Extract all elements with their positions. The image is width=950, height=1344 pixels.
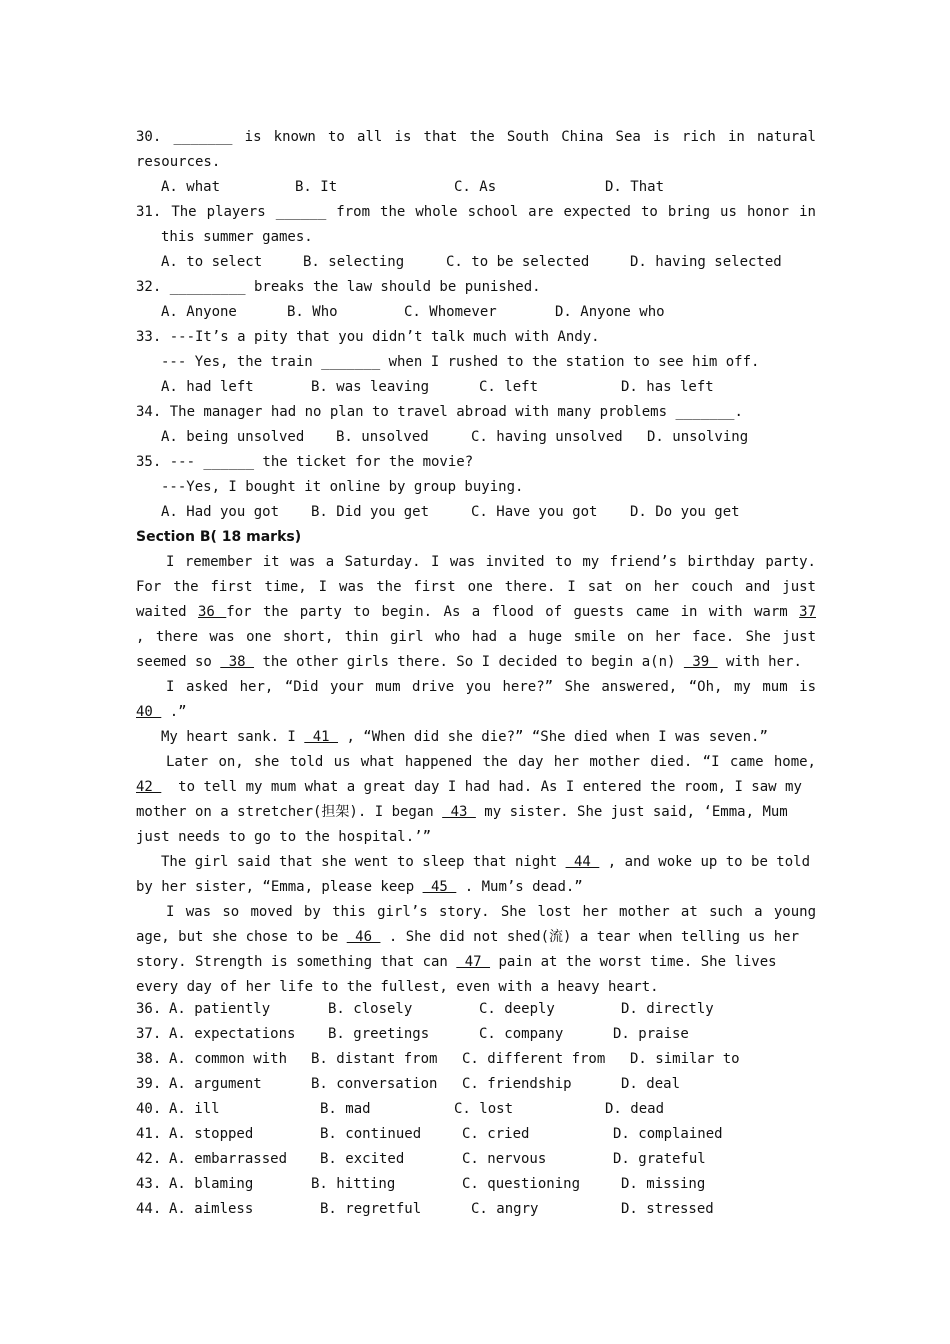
- cloze-option-c: C. different from: [462, 1051, 606, 1067]
- blank-46: 46: [346, 929, 381, 945]
- passage-text: . Mum’s dead.”: [456, 879, 583, 895]
- q31-stem-cont: this summer games.: [161, 229, 313, 245]
- cloze-option-a: A. ill: [169, 1101, 220, 1117]
- cloze-option-b: B. regretful: [320, 1201, 422, 1217]
- cloze-num: 40.: [136, 1101, 162, 1117]
- q33-option-a: A. had left: [161, 379, 254, 395]
- passage-line: just needs to go to the hospital.’”: [136, 829, 432, 845]
- cloze-option-a: A. common with: [169, 1051, 288, 1067]
- q30-stem-cont: resources.: [136, 154, 221, 170]
- cloze-option-c: C. friendship: [462, 1076, 572, 1092]
- passage-text: with her.: [717, 654, 802, 670]
- blank-44: 44: [565, 854, 600, 870]
- passage-text: story. Strength is something that can: [136, 954, 457, 970]
- passage-text: , and woke up to be told: [599, 854, 811, 870]
- cloze-option-d: D. deal: [621, 1076, 681, 1092]
- cloze-option-d: D. stressed: [621, 1201, 714, 1217]
- q32-option-a: A. Anyone: [161, 304, 237, 320]
- passage-line: I remember it was a Saturday. I was invited to my friend’s birthday party.: [166, 554, 816, 570]
- cloze-num: 42.: [136, 1151, 162, 1167]
- q35-option-a: A. Had you got: [161, 504, 280, 520]
- cloze-option-b: B. hitting: [311, 1176, 396, 1192]
- cloze-option-d: D. similar to: [630, 1051, 740, 1067]
- q31-option-d: D. having selected: [630, 254, 782, 270]
- cloze-num: 36.: [136, 1001, 162, 1017]
- cloze-option-d: D. complained: [613, 1126, 723, 1142]
- cloze-option-c: C. nervous: [462, 1151, 547, 1167]
- passage-line: [136, 878, 816, 896]
- cloze-option-d: D. dead: [605, 1101, 665, 1117]
- cloze-option-b: B. continued: [320, 1126, 422, 1142]
- blank-43: 43: [442, 804, 476, 820]
- cloze-option-d: D. directly: [621, 1001, 714, 1017]
- passage-line: [136, 928, 816, 946]
- blank-39: 39: [683, 654, 718, 670]
- q31-option-a: A. to select: [161, 254, 263, 270]
- passage-text: to tell my mum what a great day I had had. As I entered the room, I saw my: [161, 779, 802, 795]
- blank-47: 47: [456, 954, 491, 970]
- q31-stem: 31. The players ______ from the whole school are expected to bring us honor in: [136, 204, 816, 220]
- cloze-num: 37.: [136, 1026, 162, 1042]
- q34-stem: 34. The manager had no plan to travel abroad with many problems _______.: [136, 404, 743, 420]
- q30-option-b: B. It: [295, 179, 338, 195]
- q30-option-c: C. As: [454, 179, 497, 195]
- q30-stem: 30. _______ is known to all is that the South China Sea is rich in natural: [136, 129, 816, 145]
- q33-stem-cont: --- Yes, the train _______ when I rushed to the station to see him off.: [161, 354, 760, 370]
- q33-option-b: B. was leaving: [311, 379, 430, 395]
- cloze-option-b: B. greetings: [328, 1026, 430, 1042]
- q32-option-b: B. Who: [287, 304, 338, 320]
- passage-text: .”: [161, 704, 187, 720]
- passage-line: [161, 728, 841, 746]
- cloze-option-a: A. stopped: [169, 1126, 254, 1142]
- cloze-option-a: A. aimless: [169, 1201, 254, 1217]
- cloze-num: 41.: [136, 1126, 162, 1142]
- blank-36: 36: [198, 604, 227, 620]
- blank-38: 38: [220, 654, 255, 670]
- q32-option-c: C. Whomever: [404, 304, 497, 320]
- passage-line: [136, 803, 816, 821]
- cloze-option-c: C. lost: [454, 1101, 514, 1117]
- cloze-option-a: A. patiently: [169, 1001, 271, 1017]
- cloze-option-a: A. blaming: [169, 1176, 254, 1192]
- passage-line: [136, 953, 816, 971]
- passage-text: My heart sank. I: [161, 729, 305, 745]
- cloze-option-b: B. conversation: [311, 1076, 438, 1092]
- passage-text: seemed so: [136, 654, 221, 670]
- q35-stem: 35. --- ______ the ticket for the movie?: [136, 454, 474, 470]
- passage-line: [161, 853, 841, 871]
- passage-text: waited: [136, 604, 198, 620]
- q30-option-d: D. That: [605, 179, 665, 195]
- q33-stem: 33. ---It’s a pity that you didn’t talk much with Andy.: [136, 329, 600, 345]
- passage-line: [136, 703, 816, 721]
- passage-text: age, but she chose to be: [136, 929, 347, 945]
- q35-option-d: D. Do you get: [630, 504, 740, 520]
- q33-option-c: C. left: [479, 379, 539, 395]
- passage-line: Later on, she told us what happened the day her mother died. “I came home,: [166, 754, 816, 770]
- passage-text: . She did not shed(流) a tear when telling us her: [380, 929, 800, 945]
- cloze-option-a: A. embarrassed: [169, 1151, 288, 1167]
- q32-stem: 32. _________ breaks the law should be punished.: [136, 279, 541, 295]
- passage-line: I asked her, “Did your mum drive you here?” She answered, “Oh, my mum is: [166, 679, 816, 695]
- cloze-option-c: C. cried: [462, 1126, 530, 1142]
- cloze-option-b: B. mad: [320, 1101, 371, 1117]
- passage-line: , there was one short, thin girl who had a huge smile on her face. She just: [136, 629, 816, 645]
- passage-line: [136, 653, 816, 671]
- section-b-heading: Section B( 18 marks): [136, 529, 302, 545]
- passage-line: I was so moved by this girl’s story. She lost her mother at such a young: [166, 904, 816, 920]
- q31-option-b: B. selecting: [303, 254, 405, 270]
- cloze-num: 43.: [136, 1176, 162, 1192]
- blank-45: 45: [422, 879, 457, 895]
- blank-41: 41: [304, 729, 339, 745]
- cloze-option-d: D. grateful: [613, 1151, 706, 1167]
- blank-42: 42: [136, 779, 162, 795]
- cloze-option-b: B. excited: [320, 1151, 405, 1167]
- cloze-option-a: A. expectations: [169, 1026, 296, 1042]
- q34-option-b: B. unsolved: [336, 429, 429, 445]
- cloze-num: 38.: [136, 1051, 162, 1067]
- passage-line: [136, 778, 816, 796]
- cloze-option-c: C. company: [479, 1026, 564, 1042]
- cloze-option-c: C. angry: [471, 1201, 539, 1217]
- cloze-option-d: D. praise: [613, 1026, 689, 1042]
- cloze-num: 39.: [136, 1076, 162, 1092]
- passage-line: [136, 603, 816, 621]
- passage-text: The girl said that she went to sleep that night: [161, 854, 566, 870]
- q30-option-a: A. what: [161, 179, 221, 195]
- passage-text: , “When did she die?” “She died when I was seven.”: [338, 729, 768, 745]
- blank-40: 40: [136, 704, 162, 720]
- blank-37: 37: [799, 604, 816, 620]
- cloze-option-b: B. closely: [328, 1001, 413, 1017]
- q31-option-c: C. to be selected: [446, 254, 590, 270]
- q34-option-d: D. unsolving: [647, 429, 749, 445]
- q35-option-c: C. Have you got: [471, 504, 598, 520]
- cloze-option-c: C. questioning: [462, 1176, 581, 1192]
- cloze-option-d: D. missing: [621, 1176, 706, 1192]
- passage-line: For the first time, I was the first one there. I sat on her couch and just: [136, 579, 816, 595]
- q34-option-a: A. being unsolved: [161, 429, 305, 445]
- passage-text: by her sister, “Emma, please keep: [136, 879, 423, 895]
- cloze-option-b: B. distant from: [311, 1051, 438, 1067]
- q32-option-d: D. Anyone who: [555, 304, 665, 320]
- passage-text: pain at the worst time. She lives: [490, 954, 777, 970]
- q34-option-c: C. having unsolved: [471, 429, 623, 445]
- passage-text: my sister. She just said, ‘Emma, Mum: [475, 804, 788, 820]
- cloze-option-c: C. deeply: [479, 1001, 555, 1017]
- passage-text: for the party to begin. As a flood of guests came in with warm: [226, 604, 800, 620]
- cloze-num: 44.: [136, 1201, 162, 1217]
- q33-option-d: D. has left: [621, 379, 714, 395]
- q35-option-b: B. Did you get: [311, 504, 430, 520]
- passage-text: the other girls there. So I decided to begin a(n): [254, 654, 684, 670]
- passage-text: mother on a stretcher(担架). I began: [136, 804, 443, 820]
- cloze-option-a: A. argument: [169, 1076, 262, 1092]
- passage-line: every day of her life to the fullest, even with a heavy heart.: [136, 979, 659, 995]
- q35-stem-cont: ---Yes, I bought it online by group buying.: [161, 479, 524, 495]
